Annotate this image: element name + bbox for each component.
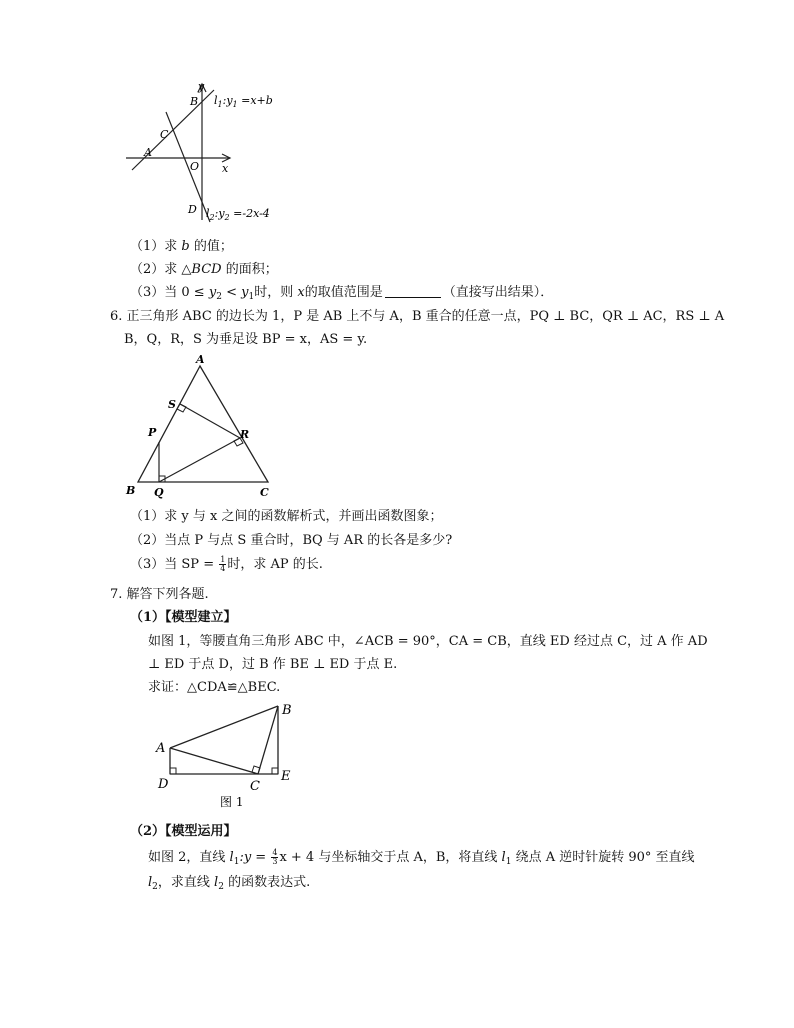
fig6-label-B: B <box>126 484 136 497</box>
label-B: B <box>190 95 199 108</box>
q6-line2: B，Q，R，S 为垂足设 BP = x，AS = y. <box>124 332 368 347</box>
equilateral-triangle-figure <box>118 352 288 502</box>
q7-part1-line1: 如图 1，等腰直角三角形 ABC 中，∠ACB = 90°，CA = CB，直线 ED 经过点 C，过 A 作 AD <box>148 634 708 649</box>
q6-sub1: （1）求 y 与 x 之间的函数解析式，并画出函数图象； <box>130 509 443 524</box>
q7-part1-line2: ⊥ ED 于点 D，过 B 作 BE ⊥ ED 于点 E. <box>148 657 398 672</box>
fig1-label-A: A <box>156 741 166 756</box>
label-C: C <box>160 128 169 141</box>
q7-part2-heading: （2）【模型运用】 <box>130 824 237 839</box>
segment-BC <box>258 706 278 774</box>
fig6-label-Q: Q <box>154 486 164 499</box>
fig6-label-S: S <box>168 398 176 411</box>
label-l1: $l_1:y_1 =x+b$ <box>214 94 273 109</box>
label-x: x <box>222 162 229 175</box>
fig6-label-P: P <box>148 426 157 439</box>
q7-part1-heading: （1）【模型建立】 <box>130 610 237 625</box>
fig1-label-C: C <box>250 779 260 794</box>
fig6-label-R: R <box>240 428 250 441</box>
q5-part1: （1）求 b 的值； <box>130 239 233 254</box>
fig1-label-D: D <box>158 777 169 792</box>
segment-AC <box>170 748 258 774</box>
fig6-label-C: C <box>260 486 269 499</box>
segment-QR <box>159 438 240 482</box>
q6-sub2: （2）当点 P 与点 S 重合时，BQ 与 AR 的长各是多少? <box>130 533 453 548</box>
q7-title: 7. 解答下列各题. <box>110 587 209 602</box>
q7-part2-line2: $l_2$，求直线 $l_2$ 的函数表达式. <box>148 875 311 892</box>
label-D: D <box>188 203 197 216</box>
q5-part3: （3）当 $0 \le y_2 < y_1$时，则 x的取值范围是 （直接写出结果）． <box>130 285 554 302</box>
label-O: O <box>190 160 200 173</box>
fraction-four-thirds: $\frac{4}{3}$ <box>272 848 278 866</box>
answer-blank <box>385 285 441 298</box>
q7-part1-line3: 求证：△CDA≌△BEC. <box>148 680 281 695</box>
q7-part2-line1: 如图 2，直线 $l_1:y$ = $\frac{4}{3}$ x + 4 与坐标轴交于点 A，B，将直线 $l_1$ 绕点 A 逆时针旋转 90° 至直线 <box>148 848 695 867</box>
fig1-caption: 图 1 <box>220 795 244 809</box>
fig6-label-A: A <box>196 353 205 366</box>
label-y: y <box>198 80 205 93</box>
right-angle-mark-E <box>272 768 278 774</box>
q6-sub3: （3）当 SP = $\frac{1}{4}$ 时，求 AP 的长. <box>130 555 323 573</box>
coordinate-graph-figure <box>118 80 298 230</box>
label-A: A <box>144 146 152 159</box>
figure-1-right-triangle <box>150 700 310 812</box>
label-l2: $l_2:y_2 =-2x-4$ <box>206 207 270 222</box>
segment-RS <box>180 404 240 438</box>
q5-part2: （2）求 △BCD 的面积； <box>130 262 278 277</box>
fraction-one-quarter: $\frac{1}{4}$ <box>220 555 226 573</box>
fig1-label-B: B <box>282 703 292 718</box>
q6-line1: 6. 正三角形 ABC 的边长为 1，P 是 AB 上不与 A，B 重合的任意一点，PQ ⊥ BC，QR ⊥ AC，RS ⊥ A <box>110 309 725 324</box>
segment-AB <box>170 706 278 748</box>
triangle-ABC <box>138 366 268 482</box>
right-angle-mark-D <box>170 768 176 774</box>
fig1-label-E: E <box>281 769 291 784</box>
